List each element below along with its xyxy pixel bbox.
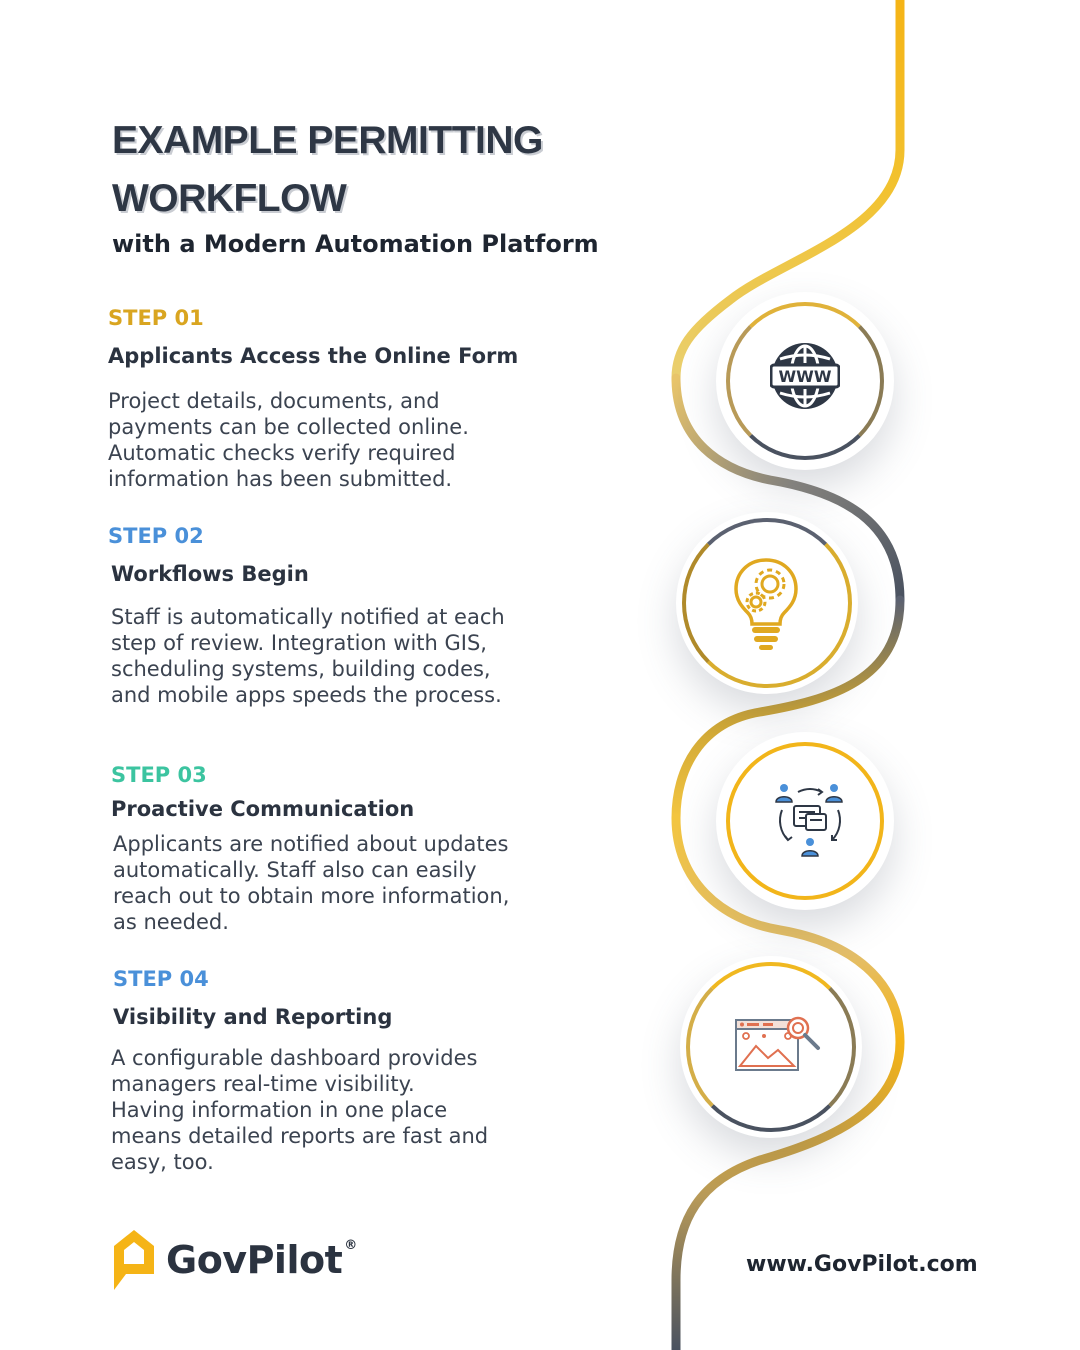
step-01: [108, 306, 578, 492]
dashboard-search-icon: [734, 1014, 824, 1076]
step-03-label: STEP 03: [111, 763, 207, 787]
title-line-1: EXAMPLE PERMITTING: [112, 119, 543, 162]
step-04-circle: [680, 956, 862, 1138]
brand-name: [166, 1238, 357, 1282]
step-03-circle: [716, 732, 894, 910]
brand-text: GovPilot: [166, 1238, 343, 1282]
step-04-title: Visibility and Reporting: [113, 1005, 393, 1029]
page-subtitle: with a Modern Automation Platform: [112, 230, 599, 258]
step-04-text: A configurable dashboard provides managers real-time visibility. Having information in one place means detailed reports are fast and easy, too.: [111, 1046, 489, 1174]
www-text: WWW: [778, 367, 832, 386]
step-01-label: STEP 01: [108, 306, 204, 330]
step-03-title: Proactive Communication: [111, 797, 415, 821]
registered-mark: ®: [344, 1238, 357, 1253]
house-pin-icon: [112, 1228, 156, 1292]
govpilot-logo: [112, 1228, 357, 1292]
step-01-circle: [716, 292, 894, 470]
step-03: [111, 763, 581, 935]
step-01-text: Project details, documents, and payments can be collected online. Automatic checks verify required information has been submitted.: [108, 389, 469, 491]
step-02: [108, 524, 578, 708]
step-02-circle: [676, 512, 858, 694]
lightbulb-gears-icon: [732, 556, 800, 652]
step-02-title: Workflows Begin: [111, 562, 309, 586]
step-04: [113, 967, 583, 1175]
step-03-text: Applicants are notified about updates automatically. Staff also can easily reach out to obtain more information, as needed.: [113, 832, 510, 934]
step-02-text: Staff is automatically notified at each step of review. Integration with GIS, scheduling systems, building codes, and mobile apps speeds the process.: [111, 605, 505, 707]
step-04-label: STEP 04: [113, 967, 209, 991]
title-line-2: WORKFLOW: [112, 177, 347, 220]
globe-www-icon: [770, 341, 840, 411]
communication-cycle-icon: [772, 780, 848, 860]
step-01-title: Applicants Access the Online Form: [108, 344, 519, 368]
website-url: www.GovPilot.com: [746, 1252, 978, 1277]
step-02-label: STEP 02: [108, 524, 204, 548]
